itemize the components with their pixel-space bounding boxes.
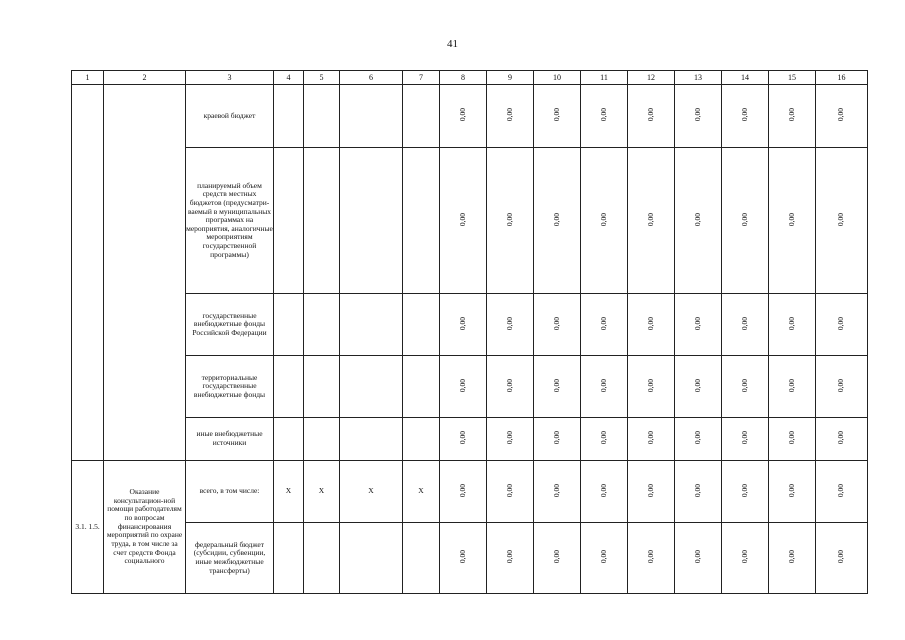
value-cell: [534, 148, 581, 294]
column-number: 5: [304, 71, 340, 85]
value-cell: [534, 418, 581, 461]
column-number-row: [72, 71, 868, 85]
funding-source-cell: иные внебюджетные источники: [186, 418, 274, 461]
value-text: 0,00: [739, 483, 749, 497]
value-cell: [534, 461, 581, 523]
value-cell: [440, 148, 487, 294]
value-text: 0,00: [786, 483, 796, 497]
table-row: [72, 461, 868, 523]
value-text: 0,00: [692, 378, 702, 392]
page-number: 41: [447, 38, 458, 50]
funding-source-cell: государственные внебюджетные фонды Российской Федерации: [186, 294, 274, 356]
value-text: 0,00: [739, 378, 749, 392]
value-cell: [816, 461, 868, 523]
empty-cell: [274, 85, 304, 148]
empty-cell: [340, 294, 403, 356]
value-text: 0,00: [457, 108, 467, 122]
value-text: 0,00: [551, 212, 561, 226]
table-row: [72, 294, 868, 356]
empty-cell: [403, 148, 440, 294]
value-cell: [722, 294, 769, 356]
value-cell: [675, 148, 722, 294]
value-text: 0,00: [786, 431, 796, 445]
value-cell: [628, 85, 675, 148]
empty-cell: [304, 356, 340, 418]
value-cell: [440, 85, 487, 148]
empty-cell: [340, 523, 403, 594]
value-text: 0,00: [504, 378, 514, 392]
value-text: 0,00: [692, 550, 702, 564]
value-text: 0,00: [457, 550, 467, 564]
column-number: 11: [581, 71, 628, 85]
value-cell: [675, 85, 722, 148]
row-number-cell: [72, 85, 104, 461]
value-cell: [816, 523, 868, 594]
value-cell: [487, 85, 534, 148]
value-cell: [581, 148, 628, 294]
value-cell: [440, 294, 487, 356]
value-cell: [722, 418, 769, 461]
row-number-cell: 3.1. 1.5.: [72, 461, 104, 594]
value-text: 0,00: [739, 316, 749, 330]
value-cell: [487, 356, 534, 418]
column-number: 6: [340, 71, 403, 85]
value-text: 0,00: [645, 212, 655, 226]
value-cell: [534, 294, 581, 356]
value-text: 0,00: [836, 483, 846, 497]
value-cell: [581, 356, 628, 418]
empty-cell: [403, 294, 440, 356]
table-row: [72, 148, 868, 294]
value-text: 0,00: [836, 212, 846, 226]
value-cell: [628, 418, 675, 461]
value-text: 0,00: [692, 431, 702, 445]
value-text: 0,00: [645, 378, 655, 392]
column-number: 12: [628, 71, 675, 85]
value-cell: [816, 148, 868, 294]
value-cell: [487, 523, 534, 594]
value-text: 0,00: [551, 378, 561, 392]
value-text: 0,00: [786, 550, 796, 564]
column-number: 7: [403, 71, 440, 85]
value-cell: [487, 418, 534, 461]
value-cell: [675, 523, 722, 594]
value-cell: [816, 418, 868, 461]
value-cell: [769, 148, 816, 294]
value-text: 0,00: [692, 483, 702, 497]
value-cell: [722, 85, 769, 148]
value-cell: [440, 418, 487, 461]
table-row: [72, 523, 868, 594]
table-row: [72, 85, 868, 148]
column-number: 9: [487, 71, 534, 85]
empty-cell: [274, 294, 304, 356]
value-cell: [769, 294, 816, 356]
mark-cell: X: [403, 461, 440, 523]
column-number: 4: [274, 71, 304, 85]
value-cell: [628, 523, 675, 594]
value-text: 0,00: [504, 316, 514, 330]
value-text: 0,00: [598, 550, 608, 564]
value-text: 0,00: [457, 212, 467, 226]
value-text: 0,00: [836, 550, 846, 564]
value-cell: [581, 294, 628, 356]
value-cell: [816, 356, 868, 418]
value-text: 0,00: [739, 212, 749, 226]
value-cell: [722, 461, 769, 523]
value-text: 0,00: [836, 431, 846, 445]
empty-cell: [403, 356, 440, 418]
empty-cell: [340, 85, 403, 148]
mark-cell: X: [304, 461, 340, 523]
value-text: 0,00: [551, 431, 561, 445]
value-cell: [534, 356, 581, 418]
row-name-cell: [104, 85, 186, 461]
funding-source-cell: всего, в том числе:: [186, 461, 274, 523]
value-cell: [628, 294, 675, 356]
value-text: 0,00: [504, 212, 514, 226]
value-text: 0,00: [836, 108, 846, 122]
value-text: 0,00: [739, 431, 749, 445]
value-text: 0,00: [692, 212, 702, 226]
empty-cell: [403, 418, 440, 461]
empty-cell: [304, 523, 340, 594]
mark-cell: X: [340, 461, 403, 523]
value-cell: [487, 148, 534, 294]
value-cell: [816, 294, 868, 356]
empty-cell: [340, 148, 403, 294]
value-text: 0,00: [692, 108, 702, 122]
value-text: 0,00: [739, 108, 749, 122]
value-cell: [769, 356, 816, 418]
value-text: 0,00: [457, 316, 467, 330]
value-text: 0,00: [551, 483, 561, 497]
value-cell: [581, 85, 628, 148]
value-text: 0,00: [786, 378, 796, 392]
value-cell: [675, 356, 722, 418]
value-cell: [628, 356, 675, 418]
value-text: 0,00: [645, 431, 655, 445]
empty-cell: [274, 148, 304, 294]
table-row: [72, 418, 868, 461]
empty-cell: [274, 523, 304, 594]
value-cell: [816, 85, 868, 148]
value-text: 0,00: [645, 550, 655, 564]
value-text: 0,00: [598, 316, 608, 330]
funding-source-cell: федеральный бюджет (субсидии, субвенции, иные межбюджетные трансферты): [186, 523, 274, 594]
mark-cell: X: [274, 461, 304, 523]
column-number: 2: [104, 71, 186, 85]
value-cell: [769, 85, 816, 148]
empty-cell: [274, 418, 304, 461]
value-cell: [628, 148, 675, 294]
value-text: 0,00: [598, 108, 608, 122]
value-cell: [675, 294, 722, 356]
empty-cell: [304, 418, 340, 461]
value-cell: [628, 461, 675, 523]
value-text: 0,00: [504, 431, 514, 445]
value-text: 0,00: [645, 316, 655, 330]
column-number: 3: [186, 71, 274, 85]
value-text: 0,00: [786, 108, 796, 122]
funding-source-cell: планируемый объем средств местных бюджетов (предусматри-ваемый в муниципальных программах на мероприятия, аналогичные мероприятиям государственной программы): [186, 148, 274, 294]
value-text: 0,00: [786, 316, 796, 330]
empty-cell: [340, 418, 403, 461]
empty-cell: [403, 523, 440, 594]
value-cell: [722, 523, 769, 594]
value-text: 0,00: [786, 212, 796, 226]
value-cell: [440, 523, 487, 594]
funding-source-cell: краевой бюджет: [186, 85, 274, 148]
value-text: 0,00: [551, 316, 561, 330]
value-cell: [581, 523, 628, 594]
value-text: 0,00: [551, 108, 561, 122]
value-text: 0,00: [836, 316, 846, 330]
value-text: 0,00: [692, 316, 702, 330]
value-cell: [440, 461, 487, 523]
value-text: 0,00: [645, 108, 655, 122]
funding-source-cell: территориальные государственные внебюджетные фонды: [186, 356, 274, 418]
value-text: 0,00: [457, 378, 467, 392]
column-number: 14: [722, 71, 769, 85]
value-text: 0,00: [645, 483, 655, 497]
value-cell: [675, 418, 722, 461]
value-cell: [581, 418, 628, 461]
value-cell: [440, 356, 487, 418]
value-text: 0,00: [457, 483, 467, 497]
empty-cell: [274, 356, 304, 418]
value-text: 0,00: [598, 212, 608, 226]
value-cell: [769, 523, 816, 594]
value-cell: [675, 461, 722, 523]
value-text: 0,00: [457, 431, 467, 445]
value-cell: [534, 523, 581, 594]
value-cell: [581, 461, 628, 523]
row-name-cell: Оказание консультацион-ной помощи работодателям по вопросам финансирования мероприятий по охране труда, в том числе за счет средств Фонда социального: [104, 461, 186, 594]
value-text: 0,00: [504, 550, 514, 564]
value-cell: [722, 148, 769, 294]
empty-cell: [304, 148, 340, 294]
empty-cell: [403, 85, 440, 148]
table-row: [72, 356, 868, 418]
value-text: 0,00: [551, 550, 561, 564]
column-number: 13: [675, 71, 722, 85]
column-number: 8: [440, 71, 487, 85]
value-cell: [722, 356, 769, 418]
empty-cell: [304, 85, 340, 148]
column-number: 15: [769, 71, 816, 85]
value-cell: [534, 85, 581, 148]
value-text: 0,00: [598, 483, 608, 497]
column-number: 1: [72, 71, 104, 85]
value-text: 0,00: [504, 483, 514, 497]
column-number: 10: [534, 71, 581, 85]
value-text: 0,00: [504, 108, 514, 122]
value-text: 0,00: [836, 378, 846, 392]
value-cell: [769, 461, 816, 523]
budget-table: [71, 70, 868, 594]
value-text: 0,00: [598, 431, 608, 445]
value-text: 0,00: [598, 378, 608, 392]
value-text: 0,00: [739, 550, 749, 564]
value-cell: [487, 294, 534, 356]
value-cell: [487, 461, 534, 523]
column-number: 16: [816, 71, 868, 85]
empty-cell: [304, 294, 340, 356]
empty-cell: [340, 356, 403, 418]
value-cell: [769, 418, 816, 461]
